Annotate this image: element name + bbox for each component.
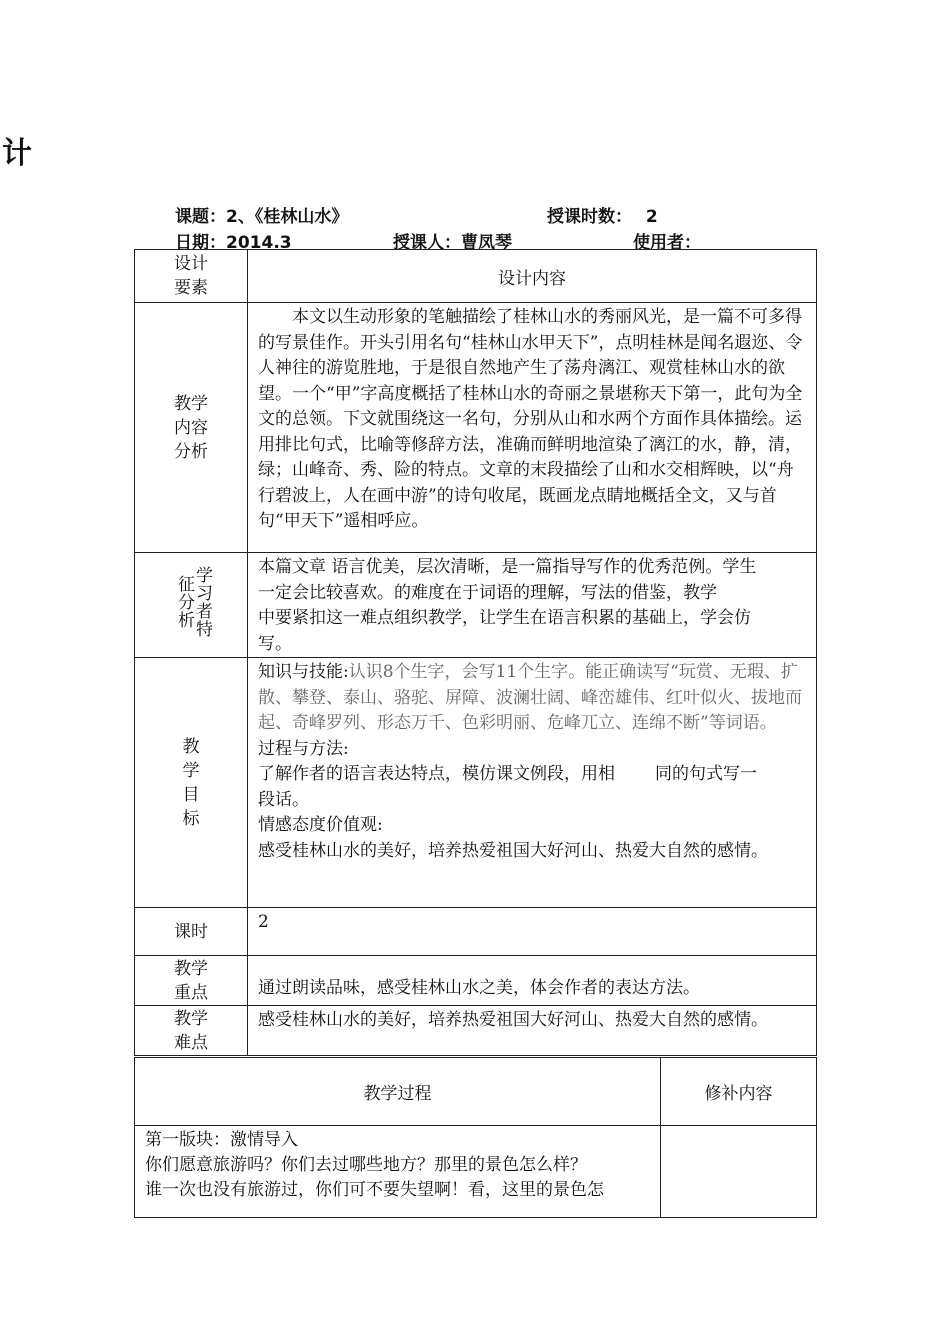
- learner-analysis-row: [135, 553, 817, 658]
- design-header-row: [135, 250, 817, 303]
- hours-row: [135, 908, 817, 956]
- process-header-row: [135, 1058, 817, 1126]
- label-line: 难点: [174, 1032, 208, 1053]
- difficulty-row: [135, 1006, 817, 1056]
- label-line: 学: [182, 760, 200, 781]
- text-line: 一定会比较喜欢。的难度在于词语的理解，写法的借鉴，教学: [258, 582, 717, 603]
- header-line-1: 设计: [174, 254, 208, 274]
- label-line: 标: [182, 808, 200, 829]
- hours-row-value: 2: [248, 908, 817, 956]
- objectives-label: [135, 658, 248, 908]
- knowledge-text: 认识8个生字，会写11个生字。能正确读写“玩赏、无瑕、扩散、攀登、泰山、骆驼、屏障、波澜壮阔、峰峦雄伟、红叶似火、拔地而起、奇峰罗列、形态万千、色彩明丽、危峰兀立、连绵不断”等词语。: [258, 662, 802, 733]
- user-label: 使用者：: [633, 233, 701, 253]
- section-title: 第一版块：激情导入: [145, 1130, 298, 1150]
- content-analysis-text: 本文以生动形象的笔触描绘了桂林山水的秀丽风光，是一篇不可多得的写景佳作。开头引用名句“桂林山水甲天下”，点明桂林是闻名遐迩、令人神往的游览胜地，于是很自然地产生了荡舟漓江、观赏桂林山水的欲望。一个“甲”字高度概括了桂林山水的奇丽之景堪称天下第一，此句为全文的总领。下文就围绕这一名句，分别从山和水两个方面作具体描绘。运用排比句式，比喻等修辞方法，准确而鲜明地渲染了漓江的水，静，清，绿；山峰奇、秀、险的特点。文章的末段描绘了山和水交相辉映，以“舟行碧波上，人在画中游”的诗句收尾，既画龙点睛地概括全文，又与首句“甲天下”遥相呼应。: [248, 303, 817, 553]
- key-point-row: [135, 956, 817, 1006]
- hours-label: 授课时数：: [547, 207, 632, 227]
- date-value: 2014.3: [226, 233, 292, 253]
- knowledge-block: [258, 660, 810, 737]
- content-analysis-row: [135, 303, 817, 553]
- process-table: [134, 1057, 817, 1218]
- date-label: 日期：: [175, 233, 226, 253]
- label-line: 目: [182, 784, 200, 805]
- hours-value: 2: [645, 207, 658, 227]
- topic-label: 课题：: [175, 207, 226, 227]
- label-line: 教学: [174, 958, 208, 979]
- process-row: [135, 1126, 817, 1218]
- text-line: 写。: [258, 633, 292, 654]
- text-line: 本篇文章 语言优美，层次清晰，是一篇指导写作的优秀范例。学生: [258, 557, 757, 577]
- text-line: 中要紧扣这一难点组织教学，让学生在语言积累的基础上，学会仿: [258, 608, 751, 628]
- content-analysis-label: [135, 303, 248, 553]
- header-line-2: 要素: [174, 278, 208, 298]
- process-header: 教学过程: [135, 1058, 661, 1126]
- design-table: [134, 249, 817, 1056]
- label-col-2: 学习者特: [192, 566, 212, 638]
- difficulty-label: [135, 1006, 248, 1056]
- topic-value: 2、《桂林山水》: [226, 207, 349, 227]
- label-line: 分析: [174, 441, 208, 462]
- learner-analysis-text: [248, 553, 817, 658]
- design-element-header: [135, 250, 248, 303]
- emotion-text: 感受桂林山水的美好，培养热爱祖国大好河山、热爱大自然的感情。: [258, 840, 768, 861]
- key-point-label: [135, 956, 248, 1006]
- difficulty-text: 感受桂林山水的美好，培养热爱祖国大好河山、热爱大自然的感情。: [248, 1006, 817, 1056]
- objectives-text: [248, 658, 817, 908]
- process-line: 你们愿意旅游吗？你们去过哪些地方？那里的景色怎么样？: [145, 1155, 587, 1175]
- label-line: 教: [182, 736, 200, 757]
- topic-line: [175, 202, 348, 227]
- process-text-b: 同的句式写一: [655, 764, 757, 784]
- process-content: [135, 1126, 661, 1218]
- process-line: 谁一次也没有旅游过，你们可不要失望啊！看，这里的景色怎: [145, 1180, 604, 1200]
- hours-line: [547, 202, 658, 227]
- process-title: 过程与方法:: [258, 738, 349, 759]
- label-line: 教学: [174, 393, 208, 414]
- learner-analysis-label: [135, 553, 248, 658]
- label-line: 教学: [174, 1008, 208, 1029]
- key-point-text: 通过朗读品味，感受桂林山水之美，体会作者的表达方法。: [248, 956, 817, 1006]
- objectives-row: [135, 658, 817, 908]
- label-col-1: 征分析: [174, 575, 194, 629]
- page-title-fragment: 计: [2, 136, 32, 171]
- knowledge-title: 知识与技能:: [258, 662, 349, 682]
- hours-row-label: 课时: [135, 908, 248, 956]
- teacher-value: 曹凤琴: [461, 233, 512, 253]
- process-block: [258, 762, 810, 788]
- supplement-cell: [661, 1126, 817, 1218]
- process-text-c: 段话。: [258, 789, 309, 810]
- emotion-title: 情感态度价值观:: [258, 815, 383, 835]
- design-content-header: 设计内容: [248, 250, 817, 303]
- label-line: 重点: [174, 982, 208, 1003]
- label-line: 内容: [174, 417, 208, 438]
- supplement-header: 修补内容: [661, 1058, 817, 1126]
- teacher-label: 授课人：: [393, 233, 461, 253]
- process-text-a: 了解作者的语言表达特点，模仿课文例段，用相: [258, 764, 615, 784]
